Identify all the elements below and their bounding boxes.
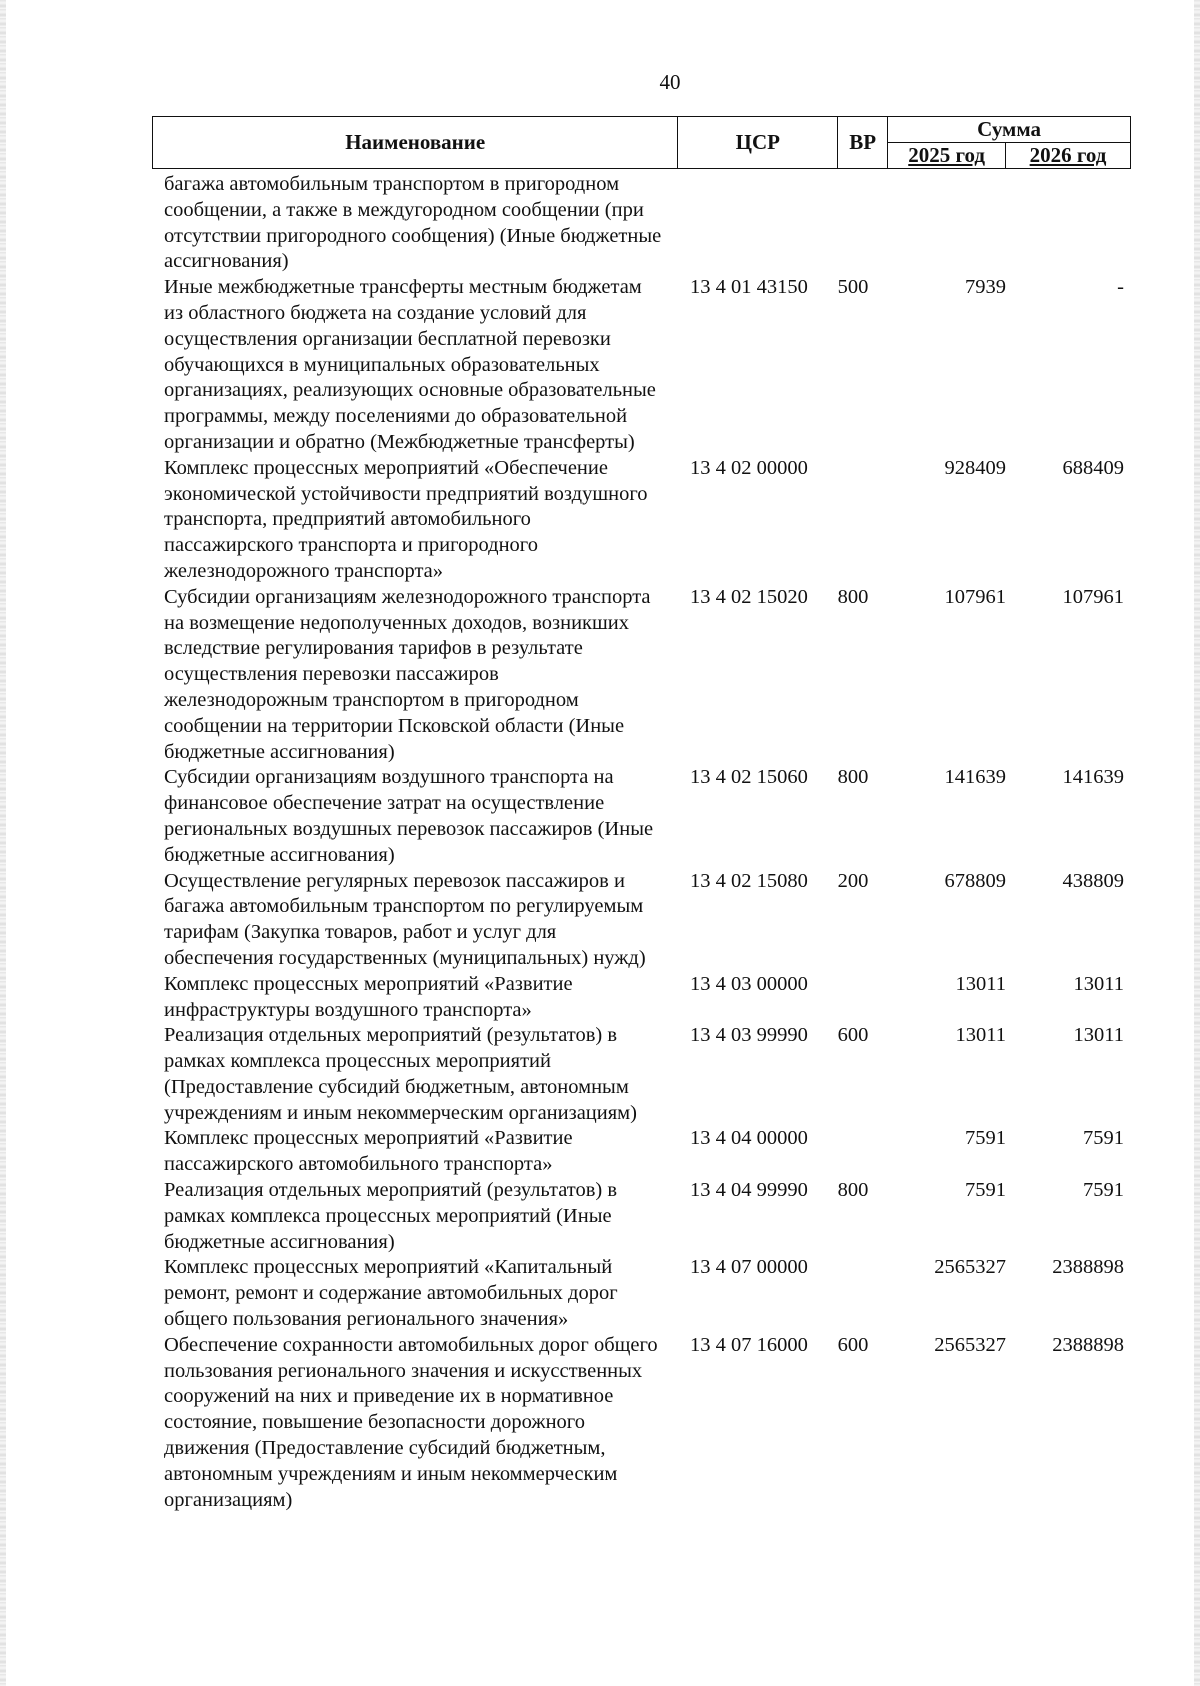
row-sum-2025: 7591 [965, 1127, 1006, 1150]
row-csr: 13 4 02 00000 [690, 456, 808, 479]
row-vr: 200 [837, 869, 869, 892]
header-name: Наименование [153, 117, 678, 169]
row-sum-2025: 928409 [944, 456, 1006, 479]
row-name: Реализация отдельных мероприятий (результатов) в рамках комплекса процессных мероприятий (Предоставление субсидий бюджетным, автономным учреждениям и иным некоммерческим организациям) [164, 1024, 637, 1124]
row-sum-2025: 2565327 [934, 1256, 1006, 1279]
table-row [164, 1178, 1124, 1255]
table-row [164, 585, 1124, 766]
scan-edge-left [0, 0, 6, 1686]
row-csr: 13 4 02 15060 [690, 766, 808, 789]
row-sum-2025: 678809 [944, 869, 1006, 892]
row-name: Субсидии организациям железнодорожного транспорта на возмещение недополученных доходов, возникших вследствие регулирования тарифов в результате осуществления перевозки пассажиров железнодорожным транспортом в пригородном сообщении на территории Псковской области (Иные бюджетные ассигнования) [164, 585, 651, 763]
table-row [164, 172, 1124, 275]
header-vr: ВР [838, 117, 888, 169]
table-row [164, 1023, 1124, 1126]
table-row [164, 1255, 1124, 1332]
row-name: Комплекс процессных мероприятий «Развитие пассажирского автомобильного транспорта» [164, 1127, 573, 1176]
table-row [164, 765, 1124, 868]
row-sum-2026: - [1117, 276, 1124, 299]
row-sum-2025: 13011 [955, 1024, 1006, 1047]
row-name: Комплекс процессных мероприятий «Капитальный ремонт, ремонт и содержание автомобильных дорог общего пользования регионального значения» [164, 1256, 618, 1331]
row-sum-2026: 2388898 [1052, 1256, 1124, 1279]
table-row [164, 456, 1124, 585]
row-name: Реализация отдельных мероприятий (результатов) в рамках комплекса процессных мероприятий (Иные бюджетные ассигнования) [164, 1179, 618, 1253]
table-row [164, 1333, 1124, 1514]
row-csr: 13 4 03 99990 [690, 1024, 808, 1047]
row-sum-2026: 107961 [1062, 585, 1124, 608]
row-name: Иные межбюджетные трансферты местным бюджетам из областного бюджета на создание условий для осуществления организации бесплатной перевозки обучающихся в муниципальных образовательных организациях, реализующих основные образовательные программы, между поселениями до образовательной организации и обратно (Межбюджетные трансферты) [164, 276, 656, 453]
row-sum-2026: 7591 [1083, 1127, 1124, 1150]
table-row [164, 1126, 1124, 1178]
row-sum-2025: 7939 [965, 276, 1006, 299]
row-sum-2025: 107961 [944, 585, 1006, 608]
row-csr: 13 4 07 00000 [690, 1256, 808, 1279]
row-name: Комплекс процессных мероприятий «Обеспечение экономической устойчивости предприятий воздушного транспорта, предприятий автомобильного пассажирского транспорта и пригородного железнодорожного транспорта» [164, 456, 648, 582]
row-sum-2025: 2565327 [934, 1333, 1006, 1356]
row-vr: 800 [837, 1179, 869, 1202]
row-name: Осуществление регулярных перевозок пассажиров и багажа автомобильным транспортом по регулируемым тарифам (Закупка товаров, работ и услуг для обеспечения государственных (муниципальных) нужд) [164, 869, 646, 969]
table-row [164, 972, 1124, 1024]
table-body [164, 172, 1124, 1513]
row-sum-2026: 438809 [1062, 869, 1124, 892]
row-vr: 800 [837, 585, 869, 608]
row-sum-2026: 7591 [1083, 1179, 1124, 1202]
row-name: багажа автомобильным транспортом в пригородном сообщении, а также в междугородном сообщении (при отсутствии пригородного сообщения) (Иные бюджетные ассигнования) [164, 173, 662, 273]
table-row [164, 869, 1124, 972]
row-sum-2026: 2388898 [1052, 1333, 1124, 1356]
row-sum-2025: 141639 [944, 766, 1006, 789]
row-vr: 500 [837, 276, 869, 299]
row-csr: 13 4 02 15080 [690, 869, 808, 892]
row-sum-2025: 7591 [965, 1179, 1006, 1202]
header-year-2026: 2026 год [1006, 143, 1131, 169]
header-year-2025: 2025 год [888, 143, 1006, 169]
row-sum-2025: 13011 [955, 972, 1006, 995]
row-csr: 13 4 04 00000 [690, 1127, 808, 1150]
table-header [152, 116, 1131, 169]
row-sum-2026: 13011 [1073, 1024, 1124, 1047]
table-row [164, 275, 1124, 456]
row-csr: 13 4 03 00000 [690, 972, 808, 995]
row-vr: 800 [837, 766, 869, 789]
row-name: Обеспечение сохранности автомобильных дорог общего пользования регионального значения и искусственных сооружений на них и приведение их в нормативное состояние, повышение безопасности дорожного движения (Предоставление субсидий бюджетным, автономным учреждениям и иным некоммерческим организациям) [164, 1333, 658, 1511]
row-vr: 600 [837, 1333, 869, 1356]
page-number: 40 [659, 70, 681, 94]
row-csr: 13 4 07 16000 [690, 1333, 808, 1356]
header-csr: ЦСР [678, 117, 838, 169]
row-name: Субсидии организациям воздушного транспорта на финансовое обеспечение затрат на осуществление региональных воздушных перевозок пассажиров (Иные бюджетные ассигнования) [164, 766, 654, 866]
row-sum-2026: 13011 [1073, 972, 1124, 995]
header-sum: Сумма [888, 117, 1131, 143]
row-vr: 600 [837, 1024, 869, 1047]
row-csr: 13 4 02 15020 [690, 585, 808, 608]
scan-edge-right [1194, 0, 1200, 1686]
row-sum-2026: 141639 [1062, 766, 1124, 789]
row-csr: 13 4 01 43150 [690, 276, 808, 299]
row-name: Комплекс процессных мероприятий «Развитие инфраструктуры воздушного транспорта» [164, 972, 573, 1021]
row-sum-2026: 688409 [1062, 456, 1124, 479]
row-csr: 13 4 04 99990 [690, 1179, 808, 1202]
